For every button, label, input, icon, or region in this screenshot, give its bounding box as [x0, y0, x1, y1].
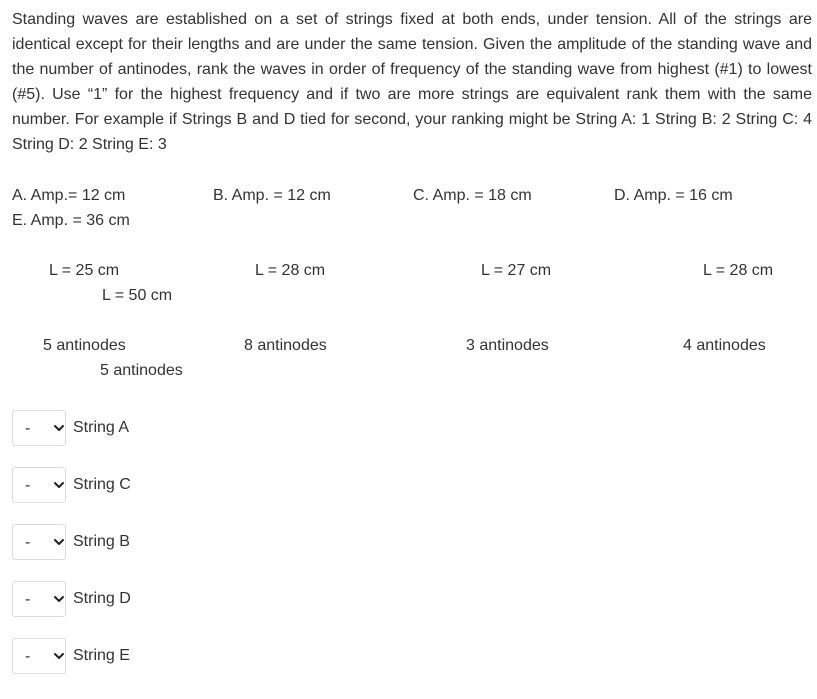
- ranking-row-string-b: [12, 522, 130, 562]
- string-d-antinodes: 4 antinodes: [683, 337, 766, 354]
- ranking-label-string-a: String A: [73, 419, 130, 436]
- chevron-down-icon: [53, 536, 65, 548]
- string-d-amplitude: D. Amp. = 16 cm: [614, 187, 733, 204]
- question-text: Standing waves are established on a set of strings fixed at both ends, under tension. All of the strings are identical except for their lengths and are under the same tension. Given the amplitude of the standing wave and the number of antinodes, rank the waves in order of frequency of the standing wave from highest (#1) to lowest (#5). Use “1” for the highest frequency and if two are more strings are equivalent rank them with the same number. For example if Strings B and D tied for second, your ranking might be String A: 1 String B: 2 String C: 4 String D: 2 String E: 3: [12, 11, 812, 153]
- ranking-label-string-d: String D: [73, 590, 131, 607]
- string-e-antinodes: 5 antinodes: [100, 362, 183, 379]
- ranking-label-string-b: String B: [73, 533, 130, 550]
- ranking-select-value: -: [25, 420, 31, 437]
- string-c-length: L = 27 cm: [481, 262, 552, 279]
- string-b-antinodes: 8 antinodes: [244, 337, 327, 354]
- ranking-select-string-e[interactable]: [12, 638, 66, 674]
- ranking-row-string-e: [12, 636, 130, 676]
- string-a-length: [49, 261, 119, 281]
- string-a-amplitude: A. Amp.= 12 cm: [12, 187, 126, 204]
- ranking-label-string-e: String E: [73, 647, 130, 664]
- ranking-row-string-c: [12, 465, 131, 505]
- ranking-select-string-a[interactable]: [12, 410, 66, 446]
- ranking-select-string-d[interactable]: [12, 581, 66, 617]
- string-c-amplitude: C. Amp. = 18 cm: [413, 187, 532, 204]
- ranking-select-value: -: [25, 534, 31, 551]
- string-c-antinodes: 3 antinodes: [466, 337, 549, 354]
- ranking-row-string-a: [12, 408, 129, 448]
- string-b-length: L = 28 cm: [255, 262, 326, 279]
- ranking-select-string-b[interactable]: [12, 524, 66, 560]
- chevron-down-icon: [53, 422, 65, 434]
- ranking-select-value: -: [25, 648, 31, 665]
- string-a-antinodes: 5 antinodes: [43, 337, 126, 354]
- ranking-label-string-c: String C: [73, 476, 131, 493]
- chevron-down-icon: [53, 593, 65, 605]
- string-e-length: L = 50 cm: [102, 287, 173, 304]
- length-text: L = 25 cm: [49, 262, 120, 279]
- string-e-amplitude: E. Amp. = 36 cm: [12, 212, 130, 229]
- chevron-down-icon: [53, 650, 65, 662]
- string-d-length: L = 28 cm: [703, 262, 774, 279]
- string-b-amplitude: B. Amp. = 12 cm: [213, 187, 331, 204]
- ranking-select-value: -: [25, 591, 31, 608]
- ranking-row-string-d: [12, 579, 131, 619]
- ranking-select-value: -: [25, 477, 31, 494]
- ranking-select-string-c[interactable]: [12, 467, 66, 503]
- chevron-down-icon: [53, 479, 65, 491]
